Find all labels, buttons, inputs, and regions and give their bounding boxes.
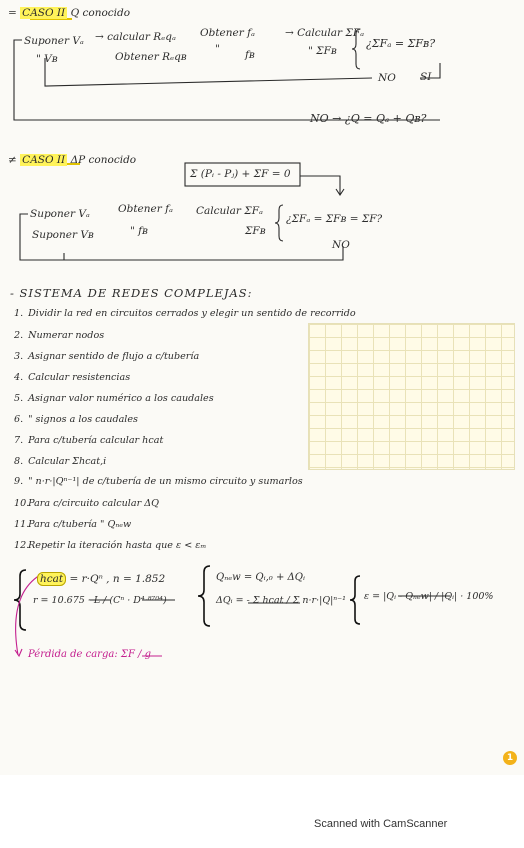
case1-step-assume-vb: " Vʙ: [36, 53, 58, 65]
case1-step-obtain-f: Obtener fₐ: [200, 27, 255, 39]
case1-si-label: SI: [420, 71, 432, 83]
case1-step-assume-va: Suponer Vₐ: [24, 35, 84, 47]
case2-step-fb: " fʙ: [130, 225, 148, 237]
sistema-step-5: 5. Asignar valor numérico a los caudales: [14, 393, 214, 404]
case2-boxed-formula: Σ (Pᵢ - Pⱼ) + ΣF = 0: [190, 168, 291, 180]
case2-no-label: NO: [332, 239, 350, 251]
case1-check-condition: ¿ΣFₐ = ΣFʙ?: [366, 37, 436, 50]
case1-flow-check: NO → ¿Q = Qₐ + Qʙ?: [310, 112, 427, 125]
case1-step-fb: fʙ: [245, 49, 255, 61]
formula-r: r = 10.675 · L / (Cⁿ · D⁴·⁸⁷⁰⁴): [33, 595, 167, 606]
case2-step-obtain-f: Obtener fₐ: [118, 203, 173, 215]
case1-title: = CASO II Q conocido: [8, 7, 131, 19]
sistema-title: - SISTEMA DE REDES COMPLEJAS:: [10, 286, 253, 300]
case2-step-sum-fb: ΣFʙ: [245, 225, 266, 237]
case2-title: ≠ CASO II ΔP conocido: [8, 154, 137, 166]
sistema-step-3: 3. Asignar sentido de flujo a c/tubería: [14, 351, 200, 362]
case1-step-obtain-f-ditto: ": [215, 43, 220, 55]
case1-step-sum-fb: " ΣFʙ: [308, 45, 337, 57]
case2-step-calc-sum-f: Calcular ΣFₐ: [196, 205, 263, 217]
formula-delta-q: ΔQᵢ = - Σ hcat / Σ n·r·|Q|ⁿ⁻¹: [216, 595, 346, 606]
sistema-step-12: 12. Repetir la iteración hasta que ε < εₘ: [14, 540, 207, 551]
formula-epsilon: ε = |Qᵢ - Qₙₑw| / |Qᵢ| · 100%: [364, 591, 494, 602]
sticky-grid-note: [308, 323, 515, 470]
case2-step-assume-va: Suponer Vₐ: [30, 208, 90, 220]
sistema-step-6: 6. " signos a los caudales: [14, 414, 138, 425]
formula-qnew: Qₙₑw = Qᵢ,₀ + ΔQᵢ: [216, 572, 305, 583]
sistema-step-7: 7. Para c/tubería calcular hcat: [14, 435, 164, 446]
case1-step-calc-sum-f: → Calcular ΣFₐ: [285, 27, 365, 39]
formula-hcat: hcat = r·Qⁿ , n = 1.852: [37, 574, 165, 585]
case1-title-highlight: CASO II: [22, 7, 66, 19]
sistema-step-8: 8. Calcular Σhcat,i: [14, 456, 107, 467]
case1-no-label: NO: [378, 72, 396, 84]
sistema-step-1: 1. Dividir la red en circuitos cerrados y elegir un sentido de recorrido: [14, 308, 356, 319]
case2-title-highlight: CASO II: [22, 154, 66, 166]
case1-step-obtain-req: Obtener Rₑqʙ: [115, 51, 187, 63]
case2-box-arrow: [300, 176, 340, 195]
case2-step-assume-vb: Suponer Vʙ: [32, 229, 94, 241]
scanner-watermark: Scanned with CamScanner: [314, 818, 448, 830]
formula-head-loss-note: Pérdida de carga: ΣF / g: [28, 649, 152, 660]
case2-check-condition: ¿ΣFₐ = ΣFʙ = ΣF?: [286, 213, 383, 225]
sistema-step-11: 11. Para c/tubería " Qₙₑw: [14, 519, 132, 530]
sistema-step-9: 9. " n·r·|Qⁿ⁻¹| de c/tubería de un mismo circuito y sumarlos: [14, 476, 303, 487]
sistema-step-10: 10. Para c/circuito calcular ΔQ: [14, 498, 160, 509]
page-number-badge: 1: [503, 751, 517, 765]
sistema-step-4: 4. Calcular resistencias: [14, 372, 131, 383]
case1-step-calc-req: → calcular Rₑqₐ: [95, 31, 176, 43]
sistema-step-2: 2. Numerar nodos: [14, 330, 105, 341]
case1-inner-loop-line: [45, 58, 372, 86]
